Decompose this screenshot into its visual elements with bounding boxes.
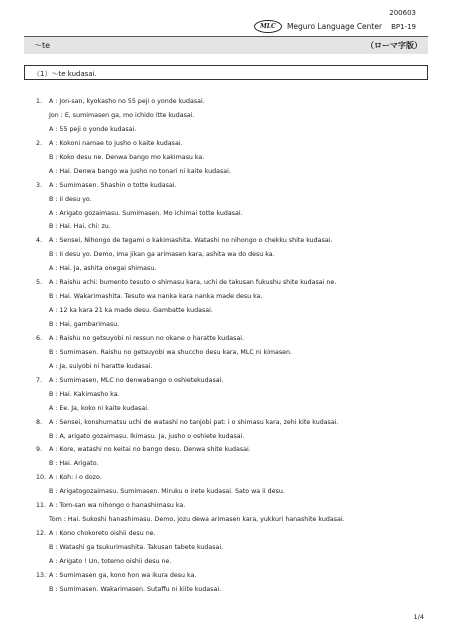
dialogue-line <box>36 332 436 346</box>
brand-header <box>254 20 416 33</box>
item-number: 13. <box>36 571 47 579</box>
dialogue-line <box>36 318 436 332</box>
item-number: 3. <box>36 181 43 189</box>
item-number: 2. <box>36 139 43 147</box>
dialogue-line <box>36 165 436 179</box>
dialogue-line <box>36 179 436 193</box>
dialogue-text: Tom : Hai. Sukoshi hanashimasu. Demo, jozu dewa arimasen kara, yukkuri hanashite kudasai. <box>49 516 345 524</box>
dialogue-text: A : Kore, watashi no keitai no bango desu. Denwa shite kudasai. <box>49 446 251 454</box>
dialogue-text: B : Hai. Kakimasho ka. <box>49 390 120 398</box>
dialogue-text: A : Raishu no getsuyobi ni ressun no okane o haratte kudasai. <box>49 334 245 342</box>
title-bar <box>24 36 428 54</box>
dialogue-text: A : Hai. Ja, ashita onegai shimasu. <box>49 265 157 273</box>
dialogue-line <box>36 513 436 527</box>
dialogue-text: A : Hai. Denwa bango wa jusho no tonari ni kaite kudasai. <box>49 167 231 175</box>
item-number: 12. <box>36 530 47 538</box>
dialogue-line <box>36 527 436 541</box>
document-code: 200603 <box>389 9 416 17</box>
dialogue-line <box>36 569 436 583</box>
dialogue-line <box>36 457 436 471</box>
dialogue-line <box>36 499 436 513</box>
dialogue-text: A : Arigato gozaimasu. Sumimasen. Mo ichimai totte kudasai. <box>49 209 243 217</box>
page-number: 1/4 <box>413 613 424 621</box>
dialogue-line <box>36 95 436 109</box>
dialogue-line <box>36 346 436 360</box>
item-number: 5. <box>36 279 43 287</box>
item-number: 10. <box>36 474 47 482</box>
dialogue-text: A : Ja, suiyobi ni haratte kudasai. <box>49 362 153 370</box>
section-heading: （1）～te kudasai. <box>24 65 428 80</box>
dialogue-text: A : Sensei, konshumatsu uchi de watashi no tanjobi pat: i o shimasu kara, zehi kite kudasai. <box>49 418 339 426</box>
dialogue-text: A : 55 peji o yonde kudasai. <box>49 125 137 133</box>
dialogue-line <box>36 485 436 499</box>
version-label: （ローマ字版） <box>366 41 422 50</box>
dialogue-line <box>36 388 436 402</box>
dialogue-text: B : Ii desu yo. Demo, ima jikan ga arimasen kara, ashita wa do desu ka. <box>49 251 275 259</box>
dialogue-line <box>36 193 436 207</box>
mlc-logo: MLC <box>254 20 282 33</box>
dialogue-text: A : Kono chokoreto oishii desu ne. <box>49 530 156 538</box>
dialogue-text: B : Arigatogozaimasu. Sumimasen. Miruku o irete kudasai. Sato wa ii desu. <box>49 488 285 496</box>
dialogue-text: A : Ee. Ja, koko ni kaite kudasai. <box>49 404 149 412</box>
dialogue-line <box>36 471 436 485</box>
dialogue-text: B : Hai. Hai, chi: zu. <box>49 223 111 231</box>
dialogue-text: A : Sumimasen, MLC no denwabango o oshietekudasai. <box>49 376 224 384</box>
dialogue-text: A : Sumimasen. Shashin o totte kudasai. <box>49 181 177 189</box>
dialogue-line <box>36 583 436 597</box>
dialogue-text: B : Ii desu yo. <box>49 195 92 203</box>
dialogue-line <box>36 304 436 318</box>
dialogue-text: B : Koko desu ne. Denwa bango mo kakimasu ka. <box>49 153 205 161</box>
dialogue-text: B : Hai, gambarimasu. <box>49 321 120 328</box>
dialogue-line <box>36 151 436 165</box>
dialogue-line <box>36 290 436 304</box>
dialogue-text: A : Koh: i o dozo. <box>49 474 102 482</box>
item-number: 7. <box>36 376 43 384</box>
dialogue-line <box>36 430 436 444</box>
dialogue-line <box>36 207 436 221</box>
dialogue-line <box>36 402 436 416</box>
dialogue-text: B : Sumimasen. Raishu no getsuyobi wa shuccho desu kara, MLC ni kimasen. <box>49 348 292 356</box>
dialogue-line <box>36 220 436 234</box>
dialogue-text: B : Hai. Wakarimashita. Tesuto wa nanka kara nanka made desu ka. <box>49 293 263 301</box>
dialogue-line <box>36 360 436 374</box>
dialogue-line <box>36 123 436 137</box>
bp-code: BP1-19 <box>391 22 416 31</box>
dialogue-text: A : Jon-san, kyokasho no 55 peji o yonde kudasai. <box>49 98 205 105</box>
dialogue-line <box>36 276 436 290</box>
dialogue-line <box>36 555 436 569</box>
item-number: 9. <box>36 446 43 454</box>
item-number: 4. <box>36 237 43 245</box>
dialogue-line <box>36 109 436 123</box>
dialogue-text: A : Kokoni namae to jusho o kaite kudasai. <box>49 139 183 147</box>
item-number: 1. <box>36 98 43 105</box>
dialogue-text: A : 12 ka kara 21 ka made desu. Gambatte kudasai. <box>49 307 213 315</box>
org-name: Meguro Language Center <box>286 22 383 31</box>
dialogue-text: B : Sumimasen. Wakarimasen. Sutaffu ni kiite kudasai. <box>49 585 222 593</box>
dialogue-text: B : Watashi ga tsukurimashita. Takusan tabete kudasai. <box>49 544 224 551</box>
dialogue-text: A : Raishu achi: bumento tesuto o shimasu kara, uchi de takusan fukushu shite kudasai ne. <box>49 279 337 287</box>
dialogue-list <box>36 95 436 597</box>
dialogue-line <box>36 248 436 262</box>
dialogue-line <box>36 137 436 151</box>
page-title: ～te <box>34 41 51 50</box>
dialogue-line <box>36 374 436 388</box>
dialogue-text: B : Hai. Arigato. <box>49 460 99 468</box>
dialogue-line <box>36 262 436 276</box>
dialogue-line <box>36 541 436 555</box>
dialogue-line <box>36 443 436 457</box>
dialogue-text: A : Sumimasen ga, kono hon wa ikura desu ka. <box>49 571 197 579</box>
dialogue-line <box>36 416 436 430</box>
dialogue-text: Jon : E, sumimasen ga, mo ichido itte kudasai. <box>49 111 195 119</box>
item-number: 11. <box>36 502 47 510</box>
dialogue-line <box>36 234 436 248</box>
dialogue-text: A : Tom-san wa nihongo o hanashimasu ka. <box>49 502 186 510</box>
dialogue-text: A : Sensei, Nihongo de tegami o kakimashita. Watashi no nihongo o chekku shite kudasai. <box>49 237 333 245</box>
item-number: 6. <box>36 334 43 342</box>
dialogue-text: B : A, arigato gozaimasu. Ikimasu. Ja, jusho o oshiete kudasai. <box>49 432 245 440</box>
item-number: 8. <box>36 418 43 426</box>
dialogue-text: A : Arigato ! Un, totemo oishii desu ne. <box>49 557 172 565</box>
